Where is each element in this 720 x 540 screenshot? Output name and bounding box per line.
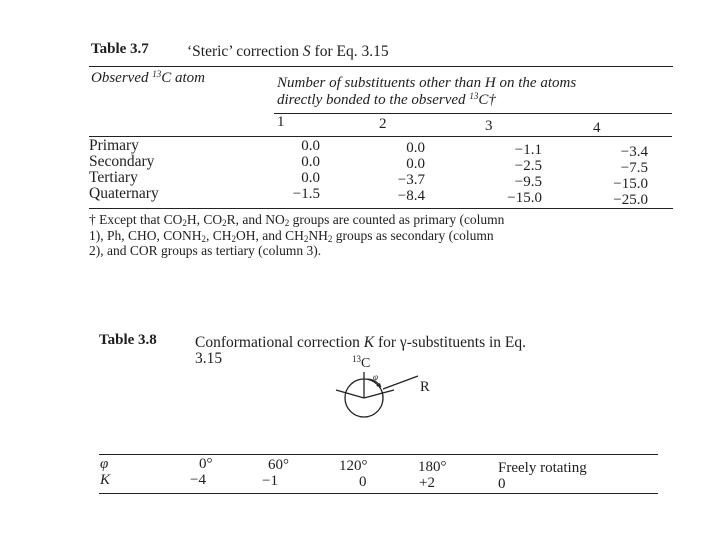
cell-quaternary-3: −15.0 <box>507 190 542 206</box>
cell-quaternary-1: −1.5 <box>292 186 320 202</box>
phi-value-180: 180° <box>418 459 447 475</box>
phi-value-0: 0° <box>199 456 213 472</box>
k-value-0: −4 <box>190 472 206 488</box>
table-3-8-top-rule <box>99 454 658 455</box>
diagram-r-label: R <box>420 379 430 395</box>
column-header-1: 1 <box>277 114 285 130</box>
cell-tertiary-1: 0.0 <box>301 170 320 186</box>
cell-secondary-1: 0.0 <box>301 154 320 170</box>
cell-primary-3: −1.1 <box>514 142 542 158</box>
cell-tertiary-2: −3.7 <box>397 172 425 188</box>
table-3-7-label: Table 3.7 <box>91 41 149 57</box>
cell-secondary-4: −7.5 <box>620 160 648 176</box>
newman-projection-diagram <box>318 352 438 442</box>
bond-left <box>336 390 364 398</box>
column-header-3: 3 <box>485 118 493 134</box>
row-label-primary: Primary <box>89 137 139 154</box>
column-header-2: 2 <box>379 116 387 132</box>
table-3-8-bottom-rule <box>99 493 658 494</box>
cell-tertiary-3: −9.5 <box>514 174 542 190</box>
cell-primary-1: 0.0 <box>301 138 320 154</box>
cell-secondary-2: 0.0 <box>406 156 425 172</box>
footnote-line2: 1), Ph, CHO, $CONH_2$, $CH_2OH$, and $CH_2NH_2$ groups as secondary (column <box>89 228 494 244</box>
cell-primary-2: 0.0 <box>406 140 425 156</box>
diagram-phi-label: φ <box>373 372 378 382</box>
header-bottom-rule <box>89 136 672 137</box>
k-value-free: 0 <box>498 476 506 492</box>
column-header-4: 4 <box>593 120 601 136</box>
bond-right <box>364 390 394 398</box>
row-label-k: K <box>100 472 111 488</box>
header-sub-rule <box>274 113 672 114</box>
table-3-8-title-line1: Conformational correction K for γ-substituents in Eq. <box>195 334 527 351</box>
k-value-60: −1 <box>262 473 278 489</box>
phi-value-60: 60° <box>268 457 289 473</box>
table-3-8-title-line2: 3.15 <box>195 350 223 367</box>
cell-secondary-3: −2.5 <box>514 158 542 174</box>
row-label-tertiary: Tertiary <box>89 169 138 186</box>
phi-value-120: 120° <box>339 458 368 474</box>
table-bottom-rule <box>89 208 673 209</box>
header-observed: Observed $^{13}$C atom <box>91 69 205 86</box>
phi-value-free: Freely rotating <box>498 460 587 476</box>
k-value-120: 0 <box>359 474 367 490</box>
cell-quaternary-2: −8.4 <box>397 188 425 204</box>
diagram-carbon-label: $^{13}$C <box>352 354 371 371</box>
cell-tertiary-4: −15.0 <box>613 176 648 192</box>
row-label-secondary: Secondary <box>89 153 155 170</box>
footnote-line1: † Except that $CO_2H$, $CO_2R$, and $NO_2$ groups are counted as primary (column <box>89 212 505 228</box>
cell-primary-4: −3.4 <box>620 144 648 160</box>
top-rule <box>89 66 673 67</box>
header-number-line1: Number of substituents other than H on the atoms <box>277 75 577 91</box>
row-label-quaternary: Quaternary <box>89 185 159 202</box>
row-label-phi: φ <box>100 456 109 472</box>
header-number-line2: directly bonded to the observed $^{13}$C† <box>277 91 496 108</box>
table-3-7-title: ‘Steric’ correction S for Eq. 3.15 <box>187 43 389 60</box>
k-value-180: +2 <box>419 475 435 491</box>
cell-quaternary-4: −25.0 <box>613 192 648 208</box>
table-3-8-label: Table 3.8 <box>99 332 157 348</box>
bond-to-r <box>383 376 418 389</box>
footnote-line3: 2), and COR groups as tertiary (column 3). <box>89 243 322 258</box>
